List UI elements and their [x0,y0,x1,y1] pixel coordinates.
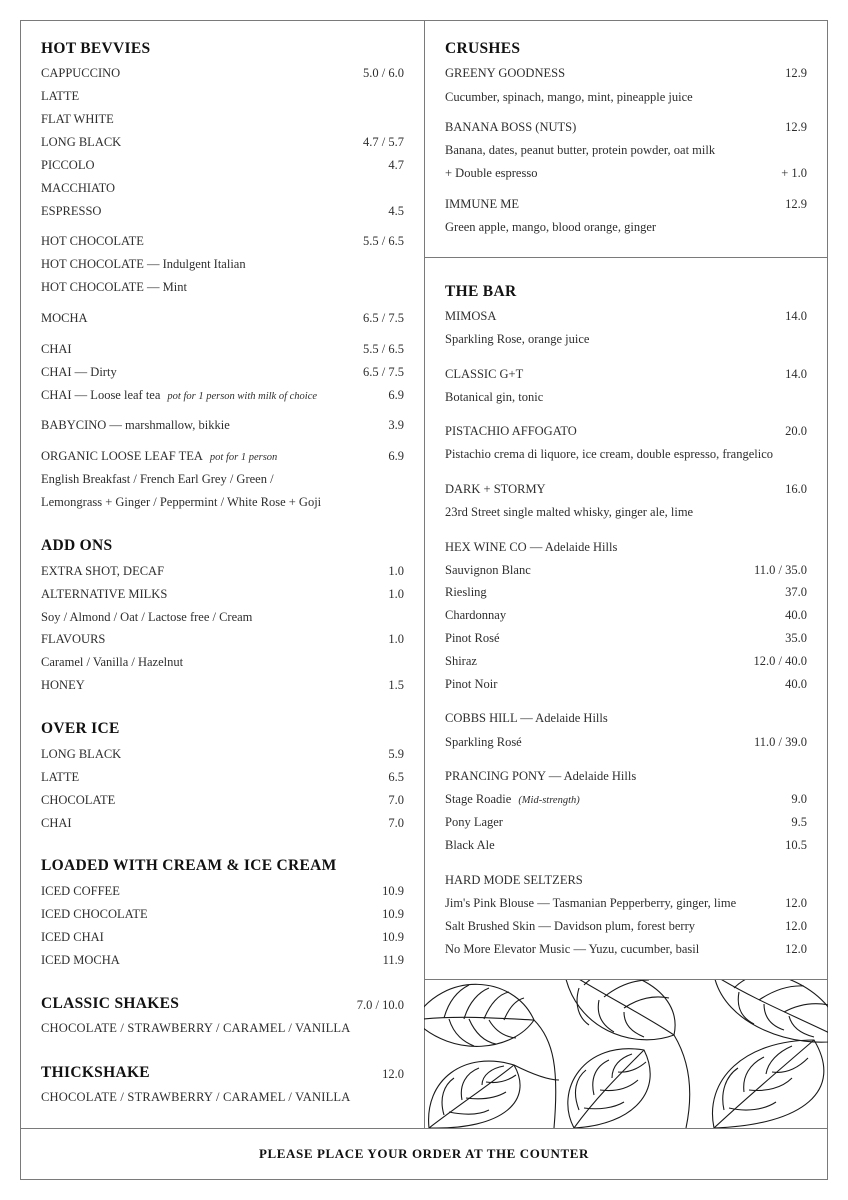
menu-item-row [41,447,404,465]
item-name: ICED CHOCOLATE [41,907,148,921]
item-name: + Double espresso [445,166,538,180]
item-price: 12.9 [785,66,807,80]
item-name: Salt Brushed Skin — Davidson plum, forest berry [445,919,695,933]
item-price: 14.0 [785,309,807,323]
menu-item-row [445,388,807,406]
classic-shakes-flavours [41,1019,404,1037]
item-name: Lemongrass + Ginger / Peppermint / White Rose + Goji [41,495,322,509]
item-name: HOT CHOCOLATE — Indulgent Italian [41,257,246,271]
item-price: 1.0 [388,587,404,601]
item-name: Cucumber, spinach, mango, mint, pineapple juice [445,90,693,104]
item-name: BANANA BOSS (NUTS) [445,120,577,134]
menu-item-row [445,88,807,106]
item-name: No More Elevator Music — Yuzu, cucumber, basil [445,942,700,956]
item-name: Soy / Almond / Oat / Lactose free / Cream [41,610,253,624]
item-price: 7.0 [388,816,404,830]
item-name: CHAI — Loose leaf tea pot for 1 person with milk of choice [41,388,318,402]
menu-item-row [445,218,807,236]
item-price: 10.9 [382,907,404,921]
item-price: 35.0 [785,631,807,645]
menu-item-row [445,675,807,693]
thickshake-price [41,1065,404,1083]
menu-item-row [41,653,404,671]
menu-item-row [445,790,807,808]
menu-item-row [41,951,404,969]
menu-item-row [445,733,807,751]
item-price: 4.7 / 5.7 [363,135,404,149]
menu-item-row [445,940,807,958]
item-price: 12.0 [382,1067,404,1081]
item-name: Sparkling Rosé [445,735,522,749]
menu-item-row [445,422,807,440]
item-price: 7.0 / 10.0 [356,998,404,1012]
item-price: 12.0 / 40.0 [753,654,807,668]
item-name: HOT CHOCOLATE — Mint [41,280,187,294]
item-name: CAPPUCCINO [41,66,121,80]
menu-item-row [41,64,404,82]
menu-item-row [41,493,404,511]
menu-item-row [445,64,807,82]
menu-item-row [445,118,807,136]
menu-item-row [445,561,807,579]
item-name: HOT CHOCOLATE [41,234,144,248]
menu-item-row [445,164,807,182]
item-name: MACCHIATO [41,181,116,195]
item-price: 16.0 [785,482,807,496]
item-price: 12.9 [785,197,807,211]
item-price: 10.9 [382,884,404,898]
item-name: COBBS HILL — Adelaide Hills [445,711,608,725]
section-title-crushes: CRUSHES [445,40,521,57]
column-divider [424,20,425,1128]
menu-item-row [41,340,404,358]
item-note: (Mid-strength) [518,795,580,806]
section-title-loaded: LOADED WITH CREAM & ICE CREAM [41,857,337,874]
item-price: 40.0 [785,608,807,622]
item-name: Botanical gin, tonic [445,390,544,404]
item-price: 10.9 [382,930,404,944]
item-price: 37.0 [785,585,807,599]
menu-item-row [41,608,404,626]
leaves-illustration [424,980,828,1128]
menu-item-row [41,905,404,923]
menu-item-row [41,630,404,648]
section-title-add-ons: ADD ONS [41,537,113,554]
order-at-counter-notice: PLEASE PLACE YOUR ORDER AT THE COUNTER [258,1146,590,1161]
menu-item-row [445,894,807,912]
item-price: 4.5 [388,204,404,218]
item-name: HONEY [41,678,85,692]
item-name: CHAI [41,816,72,830]
section-title-thickshake: THICKSHAKE [41,1064,150,1081]
menu-item-row [445,141,807,159]
item-price: 40.0 [785,677,807,691]
item-price: 11.0 / 35.0 [753,563,807,577]
menu-item-row [445,652,807,670]
item-name: Stage Roadie (Mid-strength) [445,792,580,806]
menu-item-row [445,813,807,831]
item-name: Shiraz [445,654,477,668]
menu-item-row [41,363,404,381]
item-name: CLASSIC G+T [445,367,524,381]
menu-item-row [41,232,404,250]
item-name: FLAT WHITE [41,112,114,126]
menu-item-row [445,709,807,727]
menu-item-row [445,767,807,785]
item-name: PICCOLO [41,158,95,172]
item-price: 6.9 [388,449,404,463]
item-price: 5.0 / 6.0 [363,66,404,80]
item-name: ICED MOCHA [41,953,120,967]
menu-item-row [445,917,807,935]
item-price: 11.0 / 39.0 [753,735,807,749]
item-price: 1.0 [388,632,404,646]
classic-shakes-price [41,996,404,1014]
item-name: Sparkling Rose, orange juice [445,332,590,346]
menu-item-row [41,676,404,694]
item-price: 20.0 [785,424,807,438]
item-price: 10.5 [785,838,807,852]
item-price: 5.9 [388,747,404,761]
item-name: 23rd Street single malted whisky, ginger ale, lime [445,505,694,519]
item-name: Caramel / Vanilla / Hazelnut [41,655,184,669]
item-name: English Breakfast / French Earl Grey / Green / [41,472,274,486]
menu-item-row [445,538,807,556]
item-name: LONG BLACK [41,747,122,761]
item-name: Pony Lager [445,815,503,829]
item-name: HARD MODE SELTZERS [445,873,583,887]
menu-item-row [445,583,807,601]
item-name: Pistachio crema di liquore, ice cream, double espresso, frangelico [445,447,774,461]
menu-item-row [41,470,404,488]
menu-item-row [445,365,807,383]
item-price: 3.9 [388,418,404,432]
menu-item-row [41,278,404,296]
item-price: 5.5 / 6.5 [363,234,404,248]
item-name: PRANCING PONY — Adelaide Hills [445,769,637,783]
item-name: Green apple, mango, blood orange, ginger [445,220,657,234]
menu-item-row [41,156,404,174]
item-price: 6.5 [388,770,404,784]
item-name: FLAVOURS [41,632,106,646]
item-name: ICED CHAI [41,930,104,944]
menu-item-row [41,562,404,580]
item-price: + 1.0 [781,166,807,180]
item-name: CHOCOLATE / STRAWBERRY / CARAMEL / VANILLA [41,1021,351,1035]
item-name: Black Ale [445,838,495,852]
item-name: Sauvignon Blanc [445,563,531,577]
item-price: 9.0 [791,792,807,806]
item-name: Banana, dates, peanut butter, protein powder, oat milk [445,143,716,157]
menu-item-row [41,745,404,763]
menu-item-row [41,768,404,786]
item-name: Riesling [445,585,487,599]
item-name: HEX WINE CO — Adelaide Hills [445,540,618,554]
thickshake-flavours [41,1088,404,1106]
section-title-over-ice: OVER ICE [41,720,120,737]
item-price: 1.5 [388,678,404,692]
item-name: PISTACHIO AFFOGATO [445,424,577,438]
item-price: 12.0 [785,919,807,933]
menu-item-row [41,110,404,128]
menu-item-row [445,307,807,325]
menu-item-row [445,480,807,498]
menu-item-row [41,255,404,273]
item-name: Pinot Rosé [445,631,500,645]
menu-item-row [41,585,404,603]
item-name: DARK + STORMY [445,482,546,496]
item-name: CHOCOLATE [41,793,116,807]
item-price: 4.7 [388,158,404,172]
item-name: CHAI — Dirty [41,365,117,379]
item-name: ALTERNATIVE MILKS [41,587,168,601]
menu-item-row [41,928,404,946]
crushes-divider [424,257,828,258]
menu-item-row [41,416,404,434]
menu-item-row [445,871,807,889]
section-title-hot-bevvies: HOT BEVVIES [41,40,151,57]
item-note: pot for 1 person with milk of choice [167,391,318,402]
menu-item-row [41,87,404,105]
item-price: 6.5 / 7.5 [363,311,404,325]
item-name: MIMOSA [445,309,497,323]
menu-item-row [445,445,807,463]
menu-item-row [41,386,404,404]
menu-item-row [445,629,807,647]
item-price: 9.5 [791,815,807,829]
menu-item-row [41,791,404,809]
item-name: ESPRESSO [41,204,102,218]
item-name: IMMUNE ME [445,197,519,211]
item-name: ORGANIC LOOSE LEAF TEA pot for 1 person [41,449,278,463]
item-name: Chardonnay [445,608,507,622]
item-price: 12.0 [785,942,807,956]
item-name: LONG BLACK [41,135,122,149]
section-title-classic-shakes: CLASSIC SHAKES [41,995,180,1012]
item-name: Jim's Pink Blouse — Tasmanian Pepperberry, ginger, lime [445,896,737,910]
item-name: BABYCINO — marshmallow, bikkie [41,418,230,432]
item-price: 5.5 / 6.5 [363,342,404,356]
item-price: 14.0 [785,367,807,381]
menu-item-row [41,179,404,197]
section-title-bar: THE BAR [445,283,517,300]
item-name: LATTE [41,89,80,103]
menu-item-row [41,882,404,900]
item-price: 12.0 [785,896,807,910]
item-name: GREENY GOODNESS [445,66,566,80]
item-price: 12.9 [785,120,807,134]
item-note: pot for 1 person [209,452,278,463]
item-price: 1.0 [388,564,404,578]
menu-item-row [445,330,807,348]
menu-item-row [41,202,404,220]
menu-item-row [445,195,807,213]
item-name: MOCHA [41,311,88,325]
item-price: 7.0 [388,793,404,807]
item-name: Pinot Noir [445,677,498,691]
menu-item-row [41,133,404,151]
item-name: CHAI [41,342,72,356]
item-price: 6.5 / 7.5 [363,365,404,379]
menu-item-row [445,606,807,624]
menu-item-row [41,814,404,832]
menu-item-row [445,836,807,854]
item-name: EXTRA SHOT, DECAF [41,564,165,578]
item-price: 11.9 [382,953,404,967]
menu-item-row [445,503,807,521]
item-name: LATTE [41,770,80,784]
menu-item-row [41,309,404,327]
item-name: CHOCOLATE / STRAWBERRY / CARAMEL / VANILLA [41,1090,351,1104]
item-price: 6.9 [388,388,404,402]
item-name: ICED COFFEE [41,884,120,898]
